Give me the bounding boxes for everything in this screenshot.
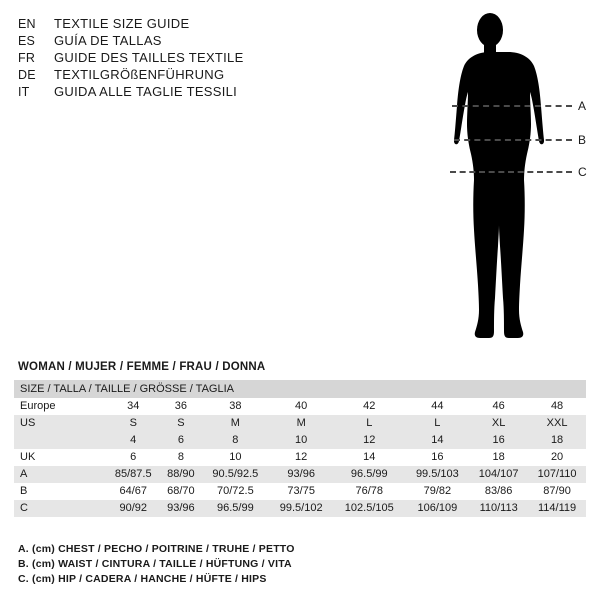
measurement-marker-a [452,100,590,112]
table-cell: S [106,415,160,432]
table-row [14,466,586,483]
table-cell: 10 [201,449,269,466]
table-cell: 42 [333,398,406,415]
language-title: GUIDA ALLE TAGLIE TESSILI [54,84,238,99]
table-cell: 93/96 [160,500,201,517]
table-row [14,483,586,500]
measurement-label: C [578,165,587,179]
table-cell: 38 [201,398,269,415]
table-cell: 18 [469,449,528,466]
dashed-line-icon [452,105,572,107]
table-cell: 4 [106,432,160,449]
measurement-label: A [578,99,587,113]
table-cell: 87/90 [528,483,586,500]
table-row [14,398,586,415]
table-cell: L [333,415,406,432]
table-cell: 106/109 [406,500,470,517]
table-cell: 104/107 [469,466,528,483]
table-cell: 16 [406,449,470,466]
language-code: FR [18,51,36,65]
row-label: UK [14,449,106,466]
table-cell: 83/86 [469,483,528,500]
dashed-line-icon [450,171,572,173]
table-row [14,432,586,449]
table-cell: 34 [106,398,160,415]
table-cell: 36 [160,398,201,415]
table-cell: 6 [106,449,160,466]
language-code: DE [18,68,36,82]
table-cell: 85/87.5 [106,466,160,483]
table-cell: 64/67 [106,483,160,500]
table-cell: 68/70 [160,483,201,500]
language-row [18,16,318,32]
table-head-label: SIZE / TALLA / TAILLE / GRÖSSE / TAGLIA [14,380,586,398]
size-table [14,380,586,517]
row-label: Europe [14,398,106,415]
table-cell: S [160,415,201,432]
table-cell: M [269,415,333,432]
table-cell: XL [469,415,528,432]
table-cell: 14 [333,449,406,466]
language-list [18,16,318,101]
language-code: EN [18,17,36,31]
table-cell: M [201,415,269,432]
table-cell: 76/78 [333,483,406,500]
language-code: IT [18,85,30,99]
table-cell: 96.5/99 [333,466,406,483]
table-cell: 18 [528,432,586,449]
table-cell: 90/92 [106,500,160,517]
table-cell: 70/72.5 [201,483,269,500]
table-cell: 14 [406,432,470,449]
row-label [14,432,106,449]
language-row [18,33,318,49]
table-cell: 93/96 [269,466,333,483]
table-cell: 79/82 [406,483,470,500]
table-cell: 48 [528,398,586,415]
note-waist: B. (cm) WAIST / CINTURA / TAILLE / HÜFTUNG / VITA [18,558,292,570]
table-cell: XXL [528,415,586,432]
table-cell: 12 [333,432,406,449]
table-cell: 114/119 [528,500,586,517]
measurement-notes [18,542,578,587]
table-cell: 40 [269,398,333,415]
table-cell: 44 [406,398,470,415]
table-row [14,415,586,432]
gender-heading: WOMAN / MUJER / FEMME / FRAU / DONNA [18,361,266,373]
language-title: TEXTILGRÖßENFÜHRUNG [54,67,225,82]
dashed-line-icon [454,139,572,141]
language-title: GUIDE DES TAILLES TEXTILE [54,50,244,65]
table-cell: 46 [469,398,528,415]
language-row [18,84,318,100]
table-row [14,500,586,517]
table-cell: 107/110 [528,466,586,483]
row-label: A [14,466,106,483]
table-cell: 110/113 [469,500,528,517]
language-title: TEXTILE SIZE GUIDE [54,16,190,31]
table-cell: 99.5/102 [269,500,333,517]
row-label: US [14,415,106,432]
note-hip: C. (cm) HIP / CADERA / HANCHE / HÜFTE / HIPS [18,573,267,585]
table-cell: 6 [160,432,201,449]
table-row [14,449,586,466]
table-cell: 102.5/105 [333,500,406,517]
note-chest: A. (cm) CHEST / PECHO / POITRINE / TRUHE / PETTO [18,543,295,555]
table-head-row [14,380,586,398]
table-cell: 8 [160,449,201,466]
row-label: C [14,500,106,517]
table-cell: 88/90 [160,466,201,483]
table-cell: 12 [269,449,333,466]
body-figure [430,8,590,378]
table-cell: 20 [528,449,586,466]
female-silhouette-icon [430,8,590,378]
row-label: B [14,483,106,500]
table-cell: 90.5/92.5 [201,466,269,483]
table-cell: 8 [201,432,269,449]
measurement-marker-c [450,166,590,178]
measurement-marker-b [454,134,590,146]
measurement-label: B [578,133,587,147]
table-cell: 96.5/99 [201,500,269,517]
language-code: ES [18,34,36,48]
language-row [18,50,318,66]
table-cell: L [406,415,470,432]
table-cell: 16 [469,432,528,449]
table-cell: 10 [269,432,333,449]
language-title: GUÍA DE TALLAS [54,33,162,48]
table-cell: 73/75 [269,483,333,500]
language-row [18,67,318,83]
table-cell: 99.5/103 [406,466,470,483]
